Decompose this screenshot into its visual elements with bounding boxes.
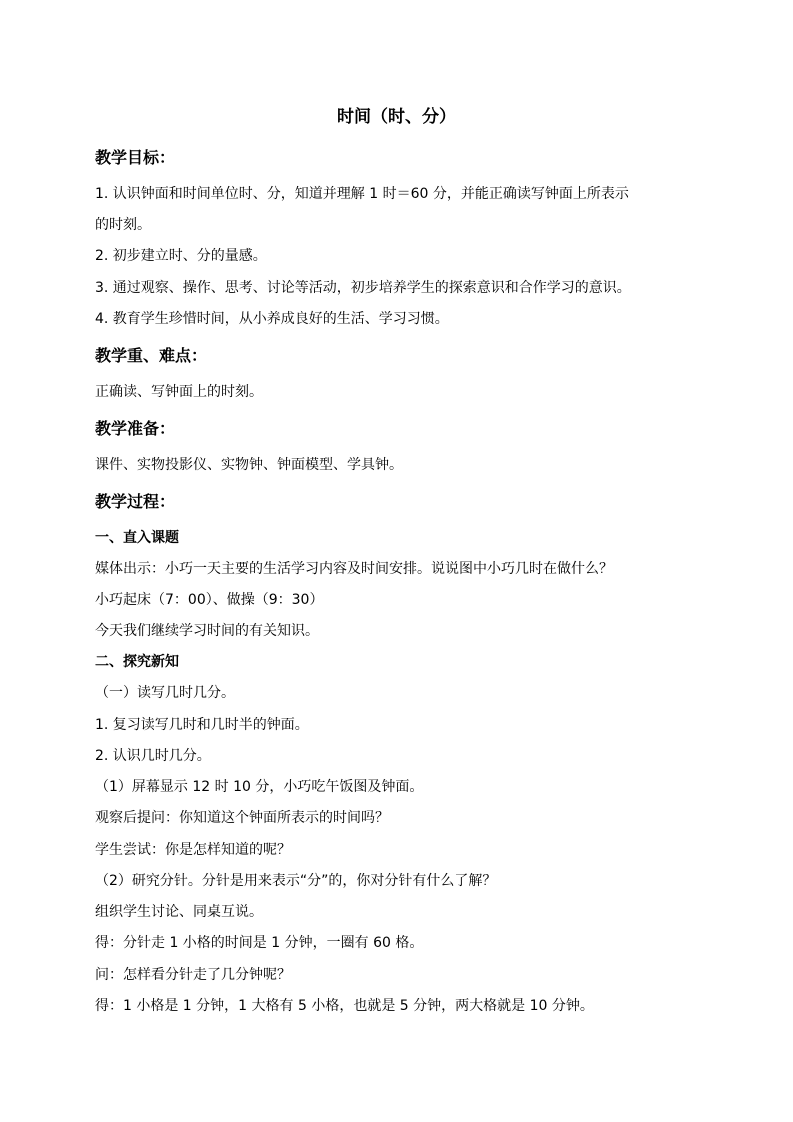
- objective-1-line-1: 1. 认识钟面和时间单位时、分，知道并理解 1 时＝60 分，并能正确读写钟面上所表示: [95, 186, 629, 202]
- process-heading: 教学过程：: [95, 492, 176, 511]
- objective-2: 2. 初步建立时、分的量感。: [95, 248, 267, 264]
- section-2-line-6: 学生尝试：你是怎样知道的呢？: [95, 842, 291, 858]
- section-1-heading: 一、直入课题: [95, 530, 179, 546]
- objective-3: 3. 通过观察、操作、思考、讨论等活动，初步培养学生的探索意识和合作学习的意识。: [95, 280, 631, 296]
- preparation-text: 课件、实物投影仪、实物钟、钟面模型、学具钟。: [95, 457, 403, 473]
- document-title: 时间（时、分）: [337, 107, 456, 127]
- section-2-line-11: 得：1 小格是 1 分钟，1 大格有 5 小格，也就是 5 分钟，两大格就是 10 分钟。: [95, 998, 594, 1014]
- section-2-line-8: 组织学生讨论、同桌互说。: [95, 904, 263, 920]
- objective-1-line-2: 的时刻。: [95, 217, 151, 233]
- section-2-line-2: 1. 复习读写几时和几时半的钟面。: [95, 717, 309, 733]
- preparation-heading: 教学准备：: [95, 419, 176, 438]
- key-points-heading: 教学重、难点：: [95, 346, 208, 365]
- section-2-heading: 二、探究新知: [95, 654, 179, 670]
- section-2-line-10: 问：怎样看分针走了几分钟呢？: [95, 967, 291, 983]
- key-points-text: 正确读、写钟面上的时刻。: [95, 384, 263, 400]
- section-2-line-4: （1）屏幕显示 12 时 10 分，小巧吃午饭图及钟面。: [95, 779, 424, 795]
- section-1-line-2: 小巧起床（7：00）、做操（9：30）: [95, 592, 324, 608]
- section-1-line-3: 今天我们继续学习时间的有关知识。: [95, 623, 319, 639]
- section-2-line-9: 得：分针走 1 小格的时间是 1 分钟，一圈有 60 格。: [95, 935, 424, 951]
- section-2-line-3: 2. 认识几时几分。: [95, 748, 211, 764]
- section-2-line-1: （一）读写几时几分。: [95, 685, 235, 701]
- section-2-line-7: （2）研究分针。分针是用来表示“分”的，你对分针有什么了解？: [95, 873, 497, 889]
- section-1-line-1: 媒体出示：小巧一天主要的生活学习内容及时间安排。说说图中小巧几时在做什么？: [95, 561, 613, 577]
- objectives-heading: 教学目标：: [95, 148, 176, 167]
- objective-4: 4. 教育学生珍惜时间，从小养成良好的生活、学习习惯。: [95, 311, 449, 327]
- section-2-line-5: 观察后提问：你知道这个钟面所表示的时间吗？: [95, 810, 389, 826]
